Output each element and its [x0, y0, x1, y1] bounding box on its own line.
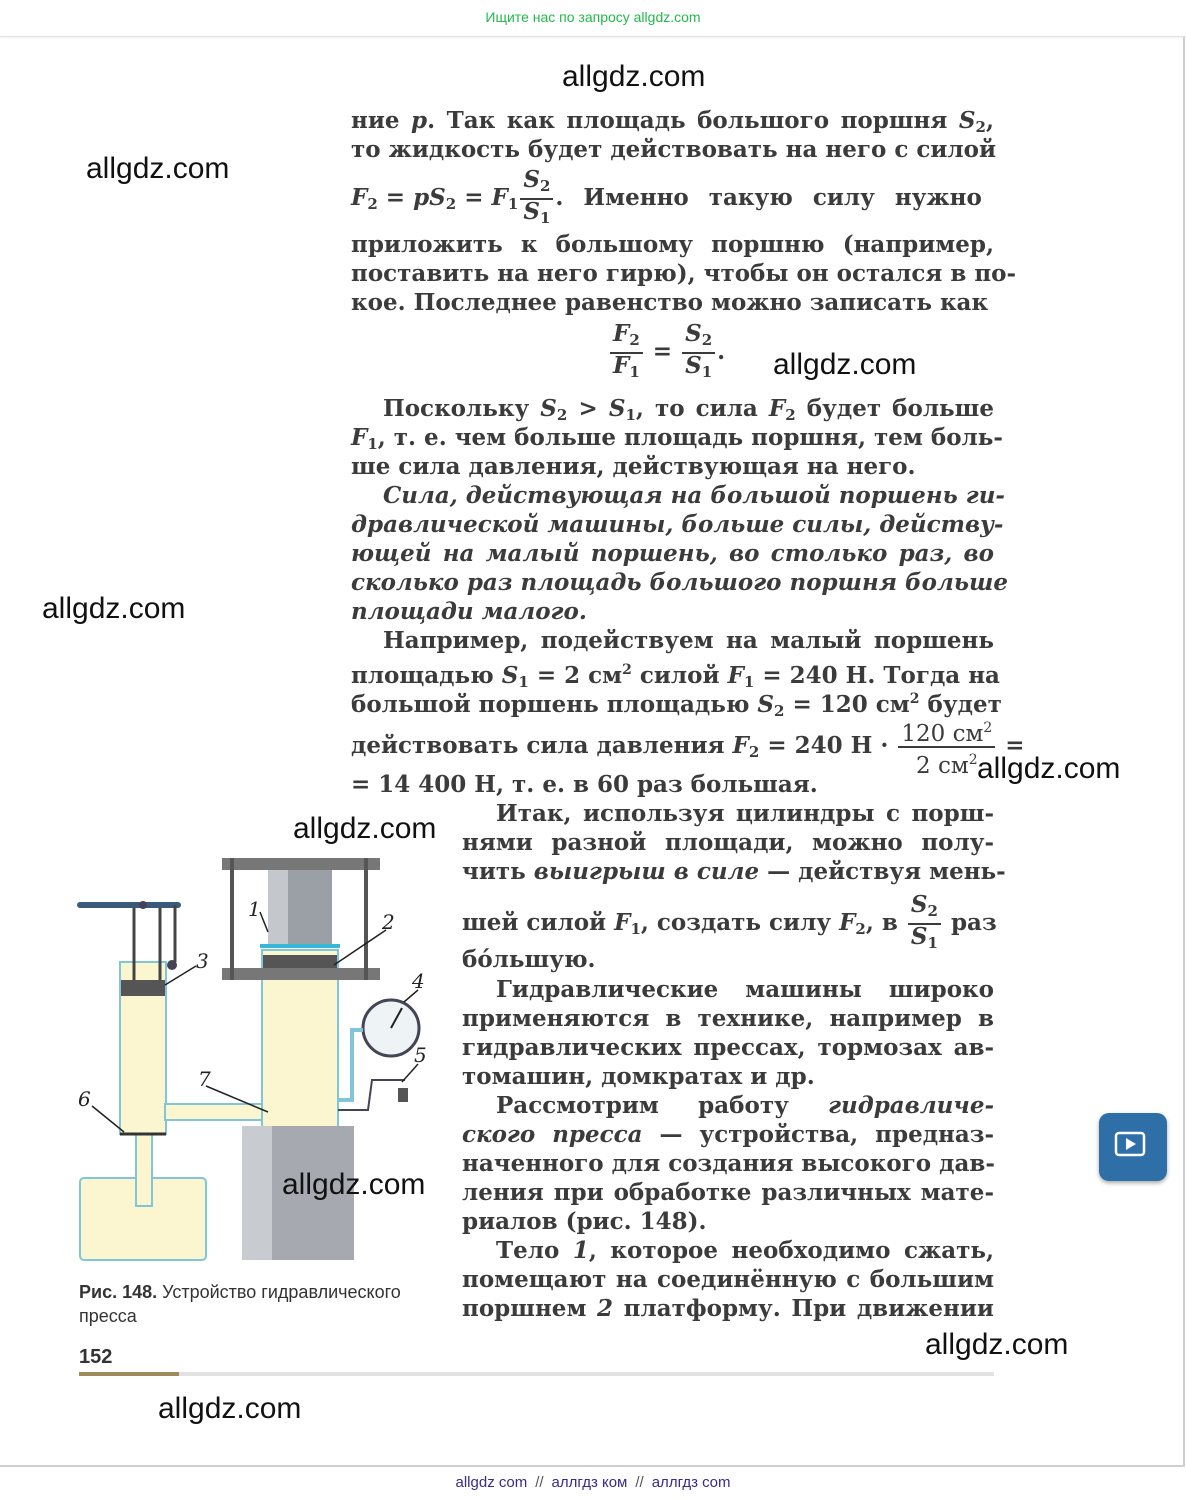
text-line: наченного для создания высокого дав- — [462, 1150, 995, 1177]
video-button[interactable] — [1099, 1113, 1167, 1181]
watermark: allgdz.com — [925, 1328, 1069, 1361]
text-line: Итак, используя цилиндры с порш- — [496, 800, 994, 827]
text-line: томашин, домкратах и др. — [462, 1063, 815, 1090]
text-line: применяются в технике, например в — [462, 1005, 994, 1032]
text-line: то жидкость будет действовать на него с силой — [351, 136, 997, 163]
page-rule — [79, 1372, 994, 1376]
text-line: = 14 400 Н, т. е. в 60 раз большая. — [351, 771, 818, 798]
text-line: Гидравлические машины широко — [496, 976, 994, 1003]
text-line: площадью $S_1 = 2$ $см^2$ силой $F_1 = 240$ Н. Тогда на — [351, 662, 1000, 691]
formula-line: действовать сила давления $F_2 = 240$ Н · $\frac{120 см^2}{2 см^2}$ = — [351, 716, 994, 772]
text-line: большой поршень площадью $S_2 = 120$ $см^2$ будет — [351, 691, 1002, 720]
watermark: allgdz.com — [42, 592, 186, 625]
text-line: чить выигрыш в силе — действуя мень- — [462, 858, 1006, 885]
video-play-icon — [1099, 1113, 1167, 1181]
watermark: allgdz.com — [86, 152, 230, 185]
page-number: 152 — [79, 1346, 113, 1368]
text-line: приложить к большому поршню (например, — [351, 231, 994, 258]
text-line: Рассмотрим работу гидравличе- — [496, 1092, 994, 1119]
rule-italic-line: площади малого. — [351, 598, 587, 625]
text-line: ления при обработке различных мате- — [462, 1179, 994, 1206]
figure-label: 6 — [78, 1087, 91, 1111]
bottom-link[interactable]: allgdz com — [455, 1474, 528, 1491]
watermark: allgdz.com — [158, 1392, 302, 1425]
figure-label: 3 — [196, 949, 209, 973]
rule-italic-line: ющей на малый поршень, во столько раз, во — [351, 540, 994, 567]
text-line: поставить на него гирю), чтобы он остался в по- — [351, 260, 1017, 287]
watermark: allgdz.com — [293, 812, 437, 845]
text-line: Например, подействуем на малый поршень — [383, 627, 994, 654]
rule-italic-line: сколько раз площадь большого поршня больше — [351, 569, 1008, 596]
text-line: Поскольку $S_2 > S_1$, то сила $F_2$ будет больше — [383, 395, 995, 424]
watermark: allgdz.com — [282, 1168, 426, 1201]
formula-line: шей силой $F_1$, создать силу $F_2$, в $\frac{S_2}{S_1}$ раз — [462, 891, 997, 952]
text-line: нями разной площади, можно полу- — [462, 829, 994, 856]
watermark: allgdz.com — [773, 348, 917, 381]
rule-italic-line: Сила, действующая на большой поршень ги- — [383, 482, 1005, 509]
text-line: риалов (рис. 148). — [462, 1208, 707, 1235]
top-banner[interactable]: Ищите нас по запросу allgdz.com — [0, 0, 1186, 37]
figure-label: 5 — [414, 1043, 427, 1067]
figure-label: 4 — [412, 969, 425, 993]
figure-caption: Рис. 148. Устройство гидравлического пресса — [79, 1282, 401, 1326]
fraction: $\frac{S_2}{S_1}$ — [520, 168, 553, 230]
watermark: allgdz.com — [562, 60, 706, 93]
figure-label: 2 — [382, 910, 395, 934]
text-line: гидравлических прессах, тормозах ав- — [462, 1034, 994, 1061]
bottom-link[interactable]: аллгдз com — [651, 1474, 731, 1491]
text-line: ского пресса — устройства, предназ- — [462, 1121, 994, 1148]
formula-centered: $\frac{F_2}{F_1}$ = $\frac{S_2}{S_1}$ . — [608, 322, 725, 382]
bottom-link[interactable]: аллгдз ком — [551, 1474, 628, 1491]
text-line: помещают на соединённую с большим — [462, 1266, 994, 1293]
figure-label: 7 — [198, 1067, 211, 1091]
watermark: allgdz.com — [977, 752, 1121, 785]
text-line: Тело 1, которое необходимо сжать, — [496, 1237, 994, 1264]
formula-line: $F_2 = pS_2 = F_1$ $\frac{S_2}{S_1}$ . Именно такую силу нужно — [351, 168, 994, 228]
text-line: поршнем 2 платформу. При движении — [462, 1295, 994, 1322]
text-line: $F_1$, т. е. чем больше площадь поршня, тем боль- — [351, 424, 1003, 453]
figure-label: 1 — [248, 897, 261, 921]
rule-italic-line: дравлической машины, больше силы, действу- — [351, 511, 1004, 538]
hydraulic-press-figure — [70, 850, 440, 1270]
bottom-links: allgdz com // аллгдз ком // аллгдз com — [455, 1474, 731, 1491]
text-line: кое. Последнее равенство можно записать как — [351, 289, 989, 316]
text-line: бо́льшую. — [462, 946, 596, 973]
text-line: ше сила давления, действующая на него. — [351, 453, 916, 480]
text-line: ние p. Так как площадь большого поршня $S_2$, — [351, 107, 994, 136]
